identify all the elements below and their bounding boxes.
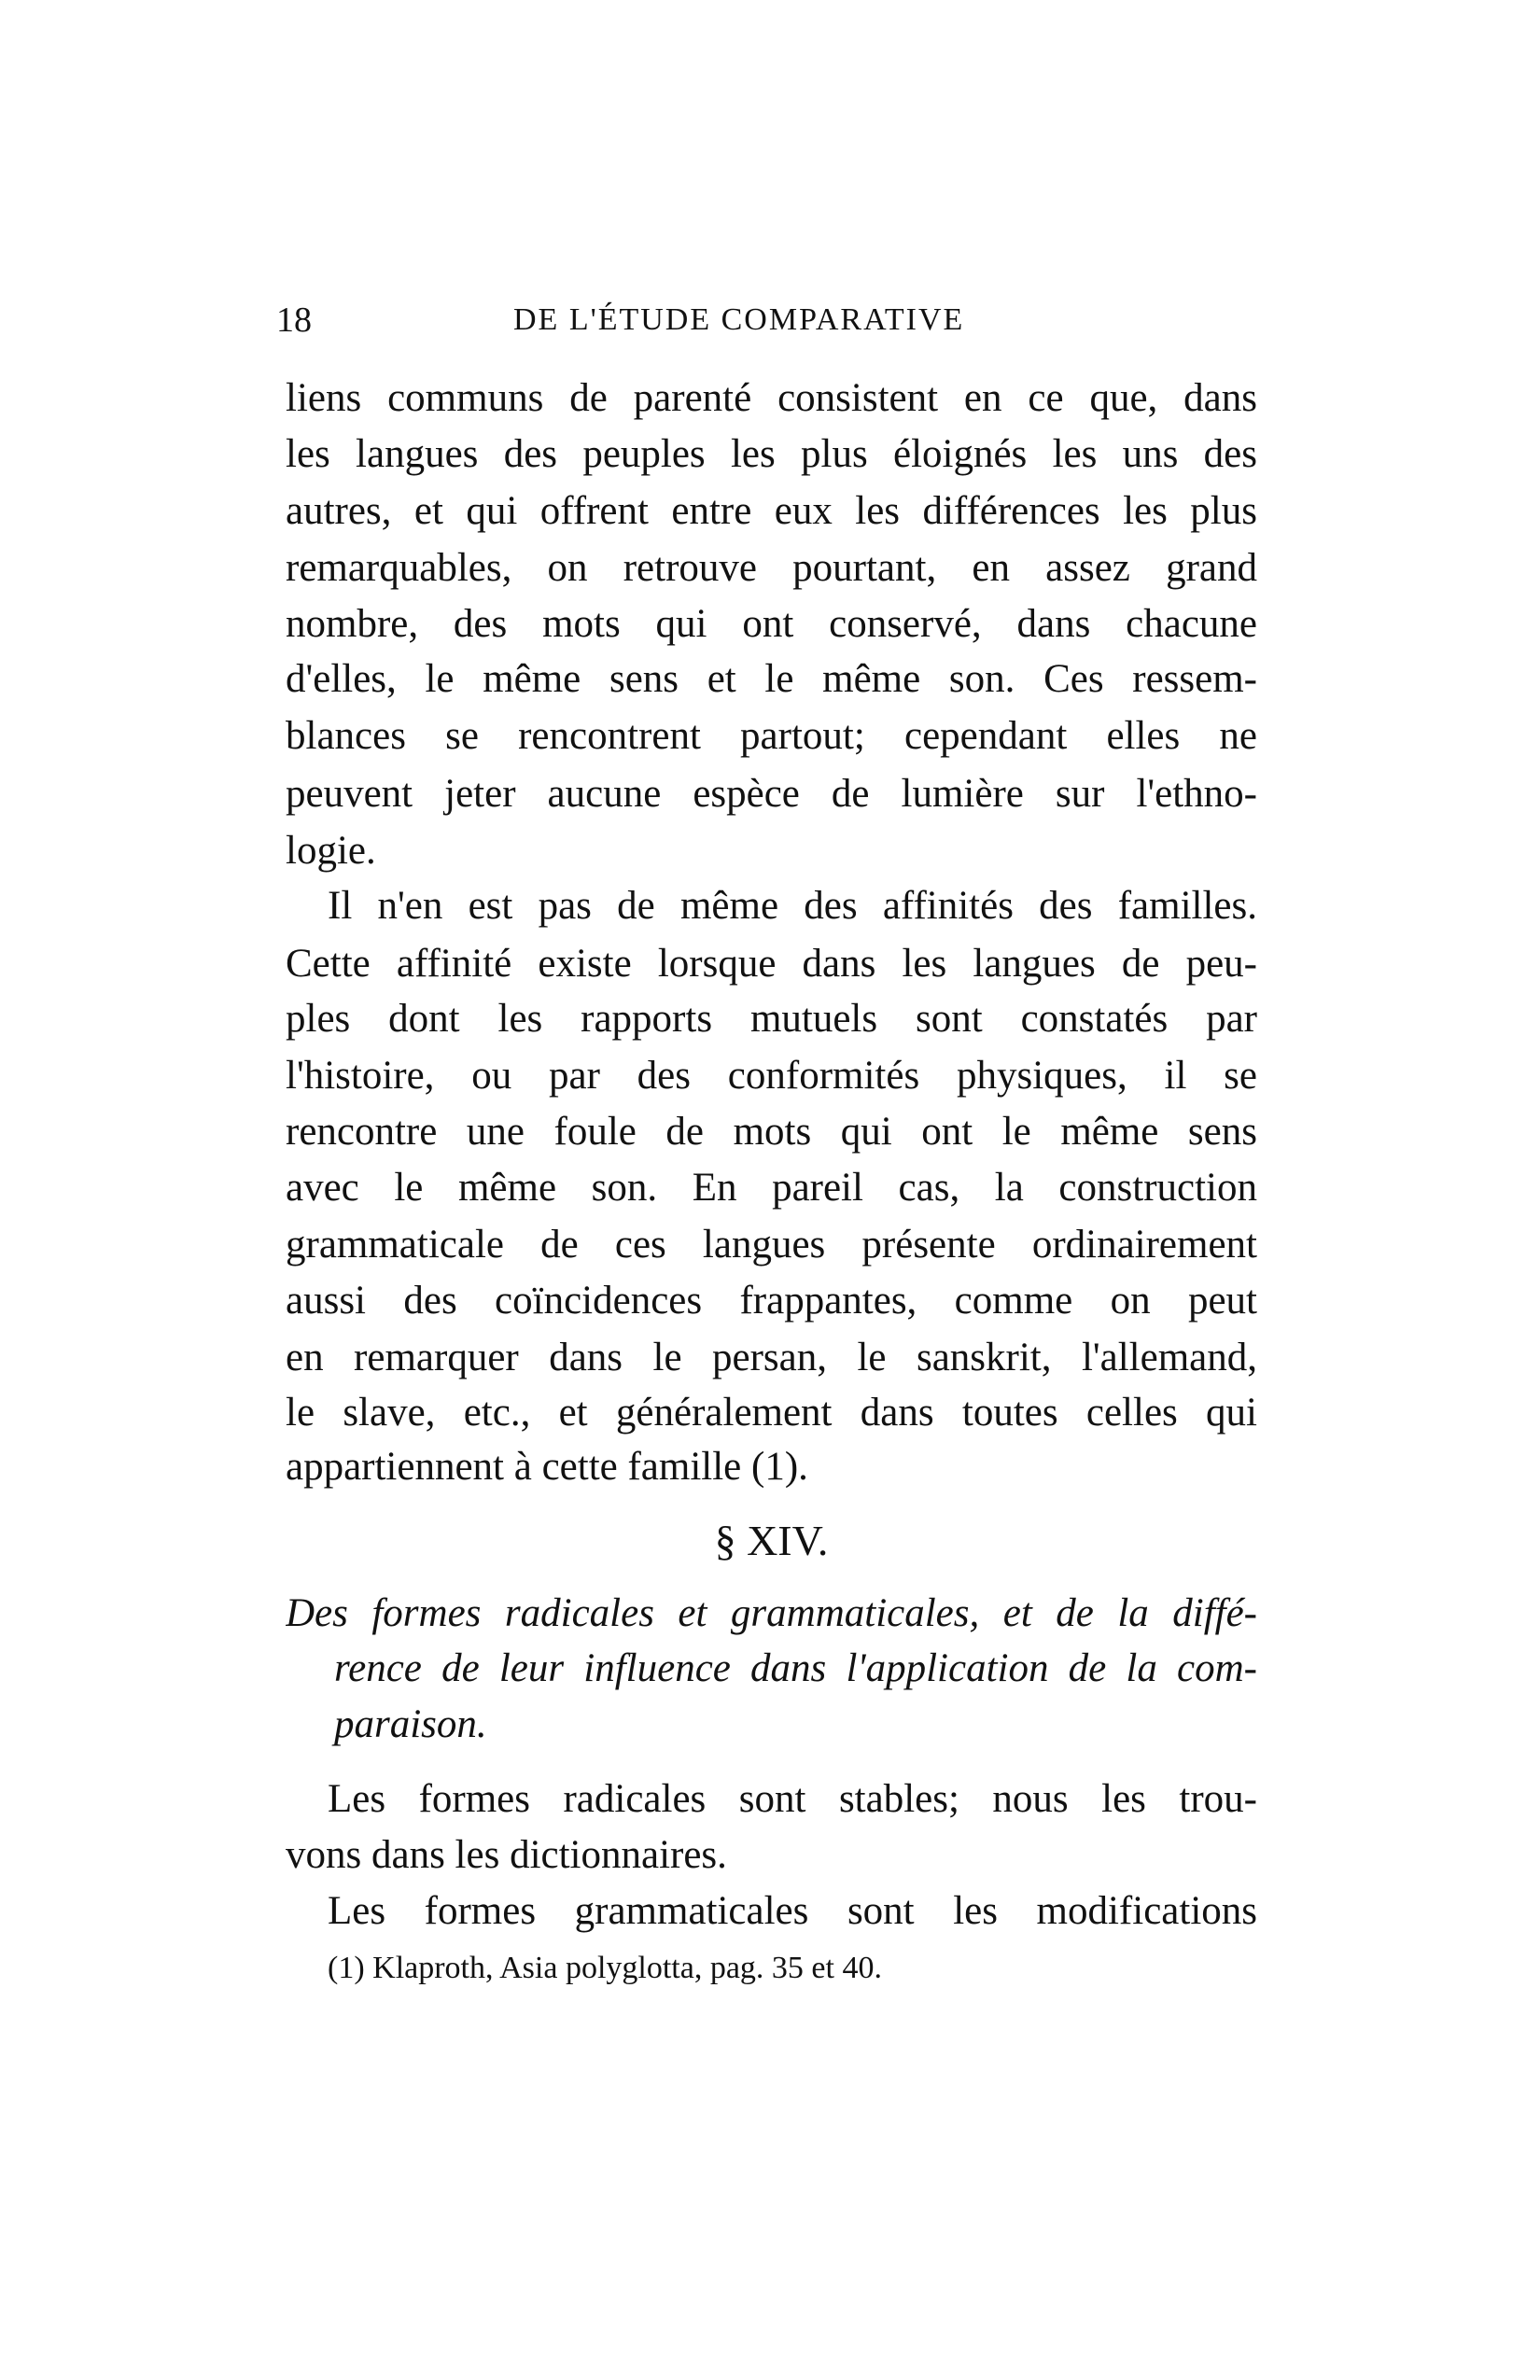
text-line: Les formes grammaticales sont les modifications	[328, 1889, 1257, 1933]
text-line: aussi des coïncidences frappantes, comme on peut	[286, 1279, 1257, 1323]
text-line: rencontre une foule de mots qui ont le même sens	[286, 1110, 1257, 1154]
text-line: vons dans les dictionnaires.	[286, 1833, 727, 1877]
text-line: appartiennent à cette famille (1).	[286, 1445, 808, 1489]
text-line: remarquables, on retrouve pourtant, en assez grand	[286, 546, 1257, 590]
text-line: les langues des peuples les plus éloignés les uns des	[286, 432, 1257, 476]
text-line: autres, et qui offrent entre eux les différences les plus	[286, 489, 1257, 533]
text-line: avec le même son. En pareil cas, la construction	[286, 1166, 1257, 1210]
text-line: d'elles, le même sens et le même son. Ces ressem-	[286, 657, 1257, 701]
section-subtitle-line: Des formes radicales et grammaticales, et de la diffé-	[286, 1591, 1257, 1635]
text-line: blances se rencontrent partout; cependant elles ne	[286, 714, 1257, 758]
text-line: grammaticale de ces langues présente ordinairement	[286, 1223, 1257, 1267]
text-line: nombre, des mots qui ont conservé, dans chacune	[286, 602, 1257, 646]
section-subtitle-line: paraison.	[334, 1702, 487, 1746]
text-line: logie.	[286, 829, 376, 873]
footnote: (1) Klaproth, Asia polyglotta, pag. 35 et 40.	[328, 1951, 882, 1985]
text-line: peuvent jeter aucune espèce de lumière sur l'ethno-	[286, 772, 1257, 816]
section-heading: § XIV.	[714, 1517, 829, 1564]
text-line: Cette affinité existe lorsque dans les langues de peu-	[286, 942, 1257, 986]
text-line: en remarquer dans le persan, le sanskrit, l'allemand,	[286, 1336, 1257, 1379]
text-line: le slave, etc., et généralement dans toutes celles qui	[286, 1391, 1257, 1435]
section-subtitle-line: rence de leur influence dans l'application de la com-	[334, 1646, 1257, 1690]
page-number: 18	[276, 301, 312, 340]
running-title: DE L'ÉTUDE COMPARATIVE	[513, 302, 965, 337]
text-line: Les formes radicales sont stables; nous les trou-	[328, 1777, 1257, 1821]
text-line: l'histoire, ou par des conformités physiques, il se	[286, 1054, 1257, 1098]
text-line: Il n'en est pas de même des affinités des familles.	[328, 884, 1257, 928]
text-line: ples dont les rapports mutuels sont constatés par	[286, 997, 1257, 1041]
text-line: liens communs de parenté consistent en ce que, dans	[286, 376, 1257, 420]
